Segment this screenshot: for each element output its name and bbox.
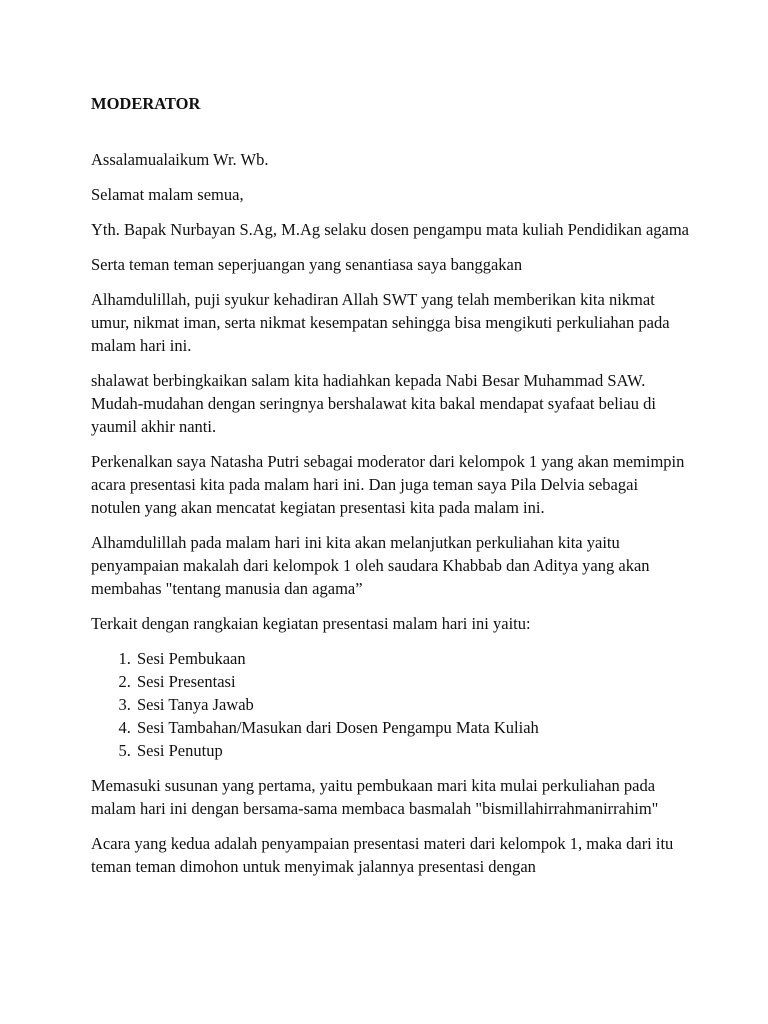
list-item: 1. Sesi Pembukaan bbox=[135, 647, 691, 670]
list-item: 2. Sesi Presentasi bbox=[135, 670, 691, 693]
document-page bbox=[91, 92, 691, 890]
paragraph-evening-greeting: Selamat malam semua, bbox=[91, 185, 244, 204]
paragraph-gratitude: Alhamdulillah, puji syukur kehadiran Allah SWT yang telah memberikan kita nikmat umur, nikmat iman, serta nikmat kesempatan sehingga bisa mengikuti perkuliahan pada malam hari ini. bbox=[91, 290, 670, 355]
paragraph-greeting: Assalamualaikum Wr. Wb. bbox=[91, 150, 269, 169]
paragraph-friends-address: Serta teman teman seperjuangan yang senantiasa saya banggakan bbox=[91, 255, 523, 274]
paragraph-agenda-topic: Alhamdulillah pada malam hari ini kita akan melanjutkan perkuliahan kita yaitu penyampaian makalah dari kelompok 1 oleh saudara Khabbab dan Aditya yang akan membahas "tentang manusia dan agama” bbox=[91, 533, 650, 598]
session-list bbox=[91, 647, 691, 762]
paragraph-introduction: Perkenalkan saya Natasha Putri sebagai moderator dari kelompok 1 yang akan memimpin acara presentasi kita pada malam hari ini. Dan juga teman saya Pila Delvia sebagai notulen yang akan mencatat kegiatan presentasi kita pada malam ini. bbox=[91, 452, 685, 517]
list-item: 4. Sesi Tambahan/Masukan dari Dosen Pengampu Mata Kuliah bbox=[135, 716, 691, 739]
paragraph-agenda-intro: Terkait dengan rangkaian kegiatan presentasi malam hari ini yaitu: bbox=[91, 614, 531, 633]
paragraph-opening-session: Memasuki susunan yang pertama, yaitu pembukaan mari kita mulai perkuliahan pada malam hari ini dengan bersama-sama membaca basmalah "bismillahirrahmanirrahim" bbox=[91, 776, 659, 818]
paragraph-presentation-session: Acara yang kedua adalah penyampaian presentasi materi dari kelompok 1, maka dari itu teman teman dimohon untuk menyimak jalannya presentasi dengan bbox=[91, 834, 674, 876]
list-item: 3. Sesi Tanya Jawab bbox=[135, 693, 691, 716]
paragraph-shalawat: shalawat berbingkaikan salam kita hadiahkan kepada Nabi Besar Muhammad SAW. Mudah-mudahan dengan seringnya bershalawat kita bakal mendapat syafaat beliau di yaumil akhir nanti. bbox=[91, 371, 656, 436]
document-title: MODERATOR bbox=[91, 94, 201, 113]
paragraph-lecturer-address: Yth. Bapak Nurbayan S.Ag, M.Ag selaku dosen pengampu mata kuliah Pendidikan agama bbox=[91, 220, 689, 239]
list-item: 5. Sesi Penutup bbox=[135, 739, 691, 762]
